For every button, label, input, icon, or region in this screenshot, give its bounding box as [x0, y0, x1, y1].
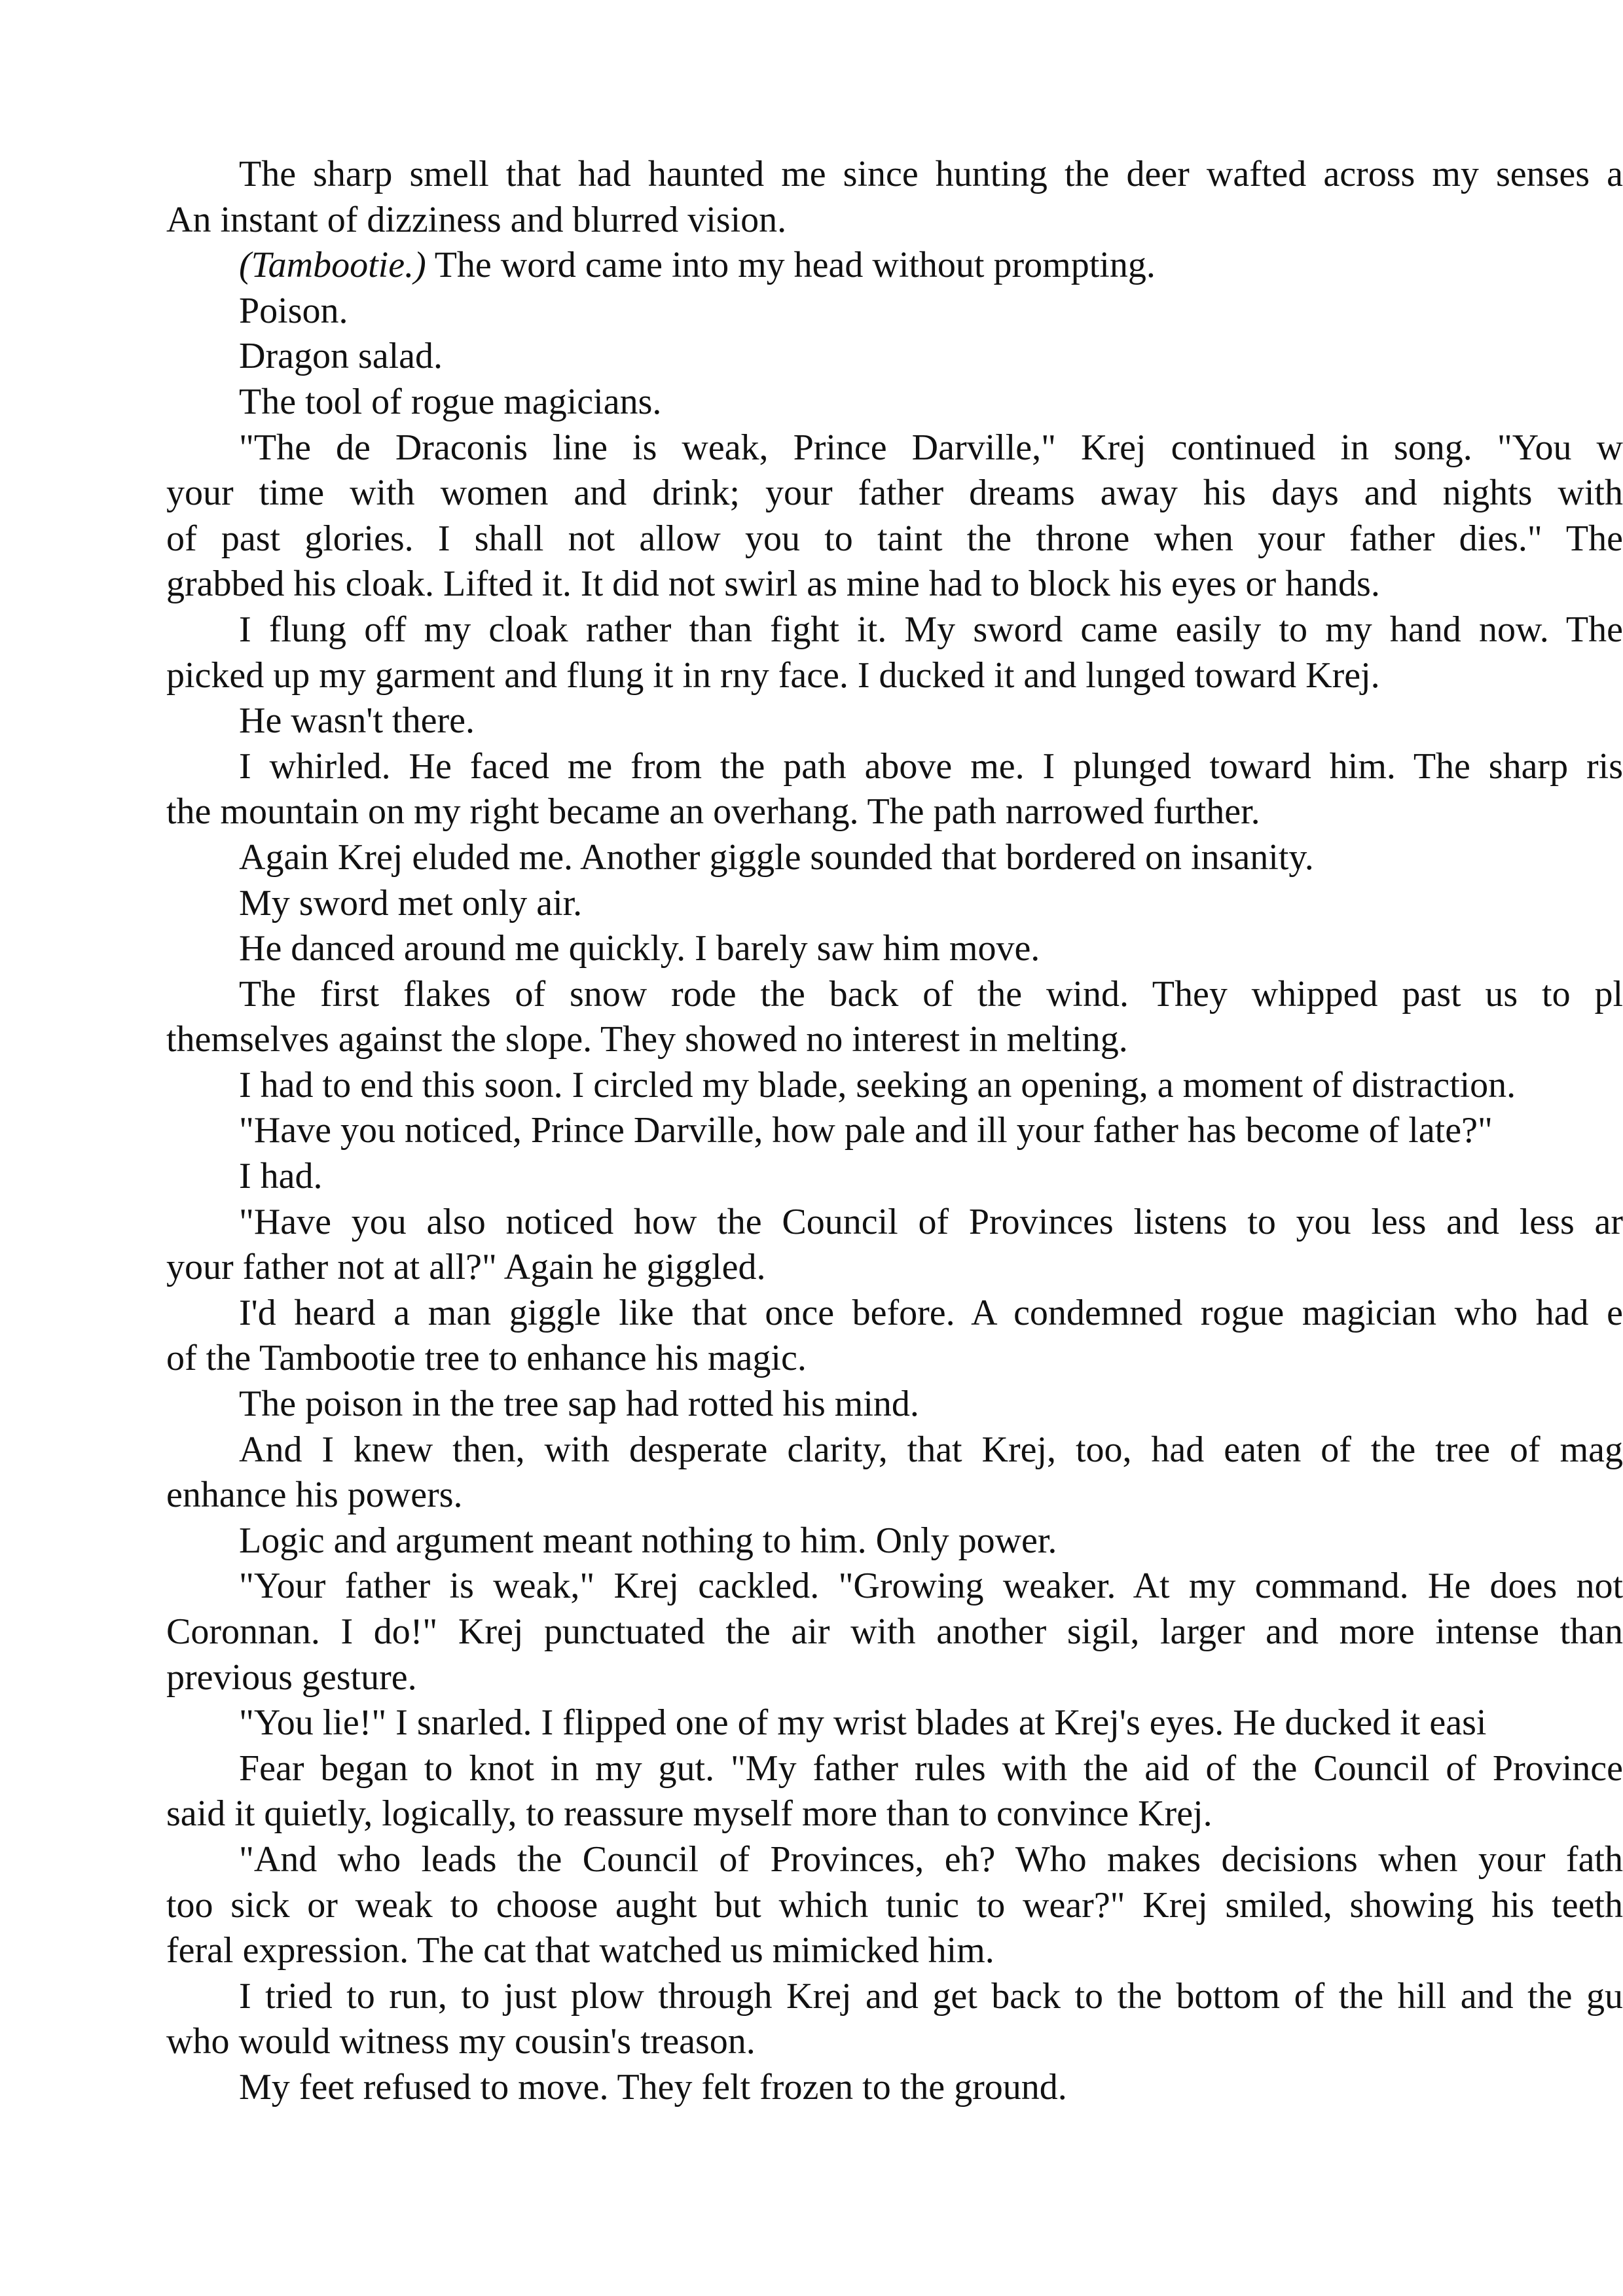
- paragraph: [166, 1154, 1623, 1200]
- paragraph: [166, 1291, 1623, 1382]
- text-line: the mountain on my right became an overhang. The path narrowed further.: [166, 791, 1260, 833]
- text-line: [166, 243, 1623, 289]
- paragraph: [166, 926, 1623, 972]
- text-line: Dragon salad.: [239, 336, 443, 377]
- paragraph: [166, 1427, 1623, 1518]
- text-line: your time with women and drink; your father dreams away his days and nights with: [166, 473, 1623, 514]
- paragraph: [166, 152, 1623, 243]
- text-line: The first flakes of snow rode the back of the wind. They whipped past us to pl: [239, 973, 1623, 1014]
- paragraph: [166, 243, 1623, 289]
- text-line: The poison in the tree sap had rotted his mind.: [239, 1384, 919, 1425]
- text-line: "You lie!" I snarled. I flipped one of my wrist blades at Krej's eyes. He ducked it easi: [239, 1702, 1487, 1744]
- text-line: I whirled. He faced me from the path above me. I plunged toward him. The sharp ris: [239, 745, 1623, 787]
- paragraph: [166, 1564, 1623, 1700]
- line-text: The word came into my head without prompting.: [426, 245, 1156, 286]
- text-line: previous gesture.: [166, 1657, 417, 1698]
- text-line: I'd heard a man giggle like that once before. A condemned rogue magician who had e: [239, 1292, 1623, 1333]
- paragraph: [166, 1382, 1623, 1427]
- paragraph: [166, 607, 1623, 698]
- text-line: grabbed his cloak. Lifted it. It did not swirl as mine had to block his eyes or hands.: [166, 564, 1380, 605]
- text-line: My sword met only air.: [239, 882, 583, 924]
- text-line: An instant of dizziness and blurred vision.: [166, 199, 787, 240]
- text-line: "Have you also noticed how the Council of Provinces listens to you less and less ar: [239, 1201, 1623, 1242]
- paragraph: [166, 1200, 1623, 1291]
- paragraph: [166, 1518, 1623, 1564]
- paragraph: [166, 1700, 1623, 1746]
- paragraph: [166, 1108, 1623, 1154]
- text-line: Fear began to knot in my gut. "My father rules with the aid of the Council of Province: [239, 1748, 1623, 1789]
- text-line: Coronnan. I do!" Krej punctuated the air with another sigil, larger and more intense than: [166, 1611, 1623, 1652]
- text-line: your father not at all?" Again he giggled.: [166, 1247, 766, 1288]
- text-line: picked up my garment and flung it in rny face. I ducked it and lunged toward Krej.: [166, 655, 1380, 696]
- text-line: I had to end this soon. I circled my blade, seeking an opening, a moment of distraction.: [239, 1064, 1516, 1105]
- paragraph: [166, 1063, 1623, 1109]
- text-line: themselves against the slope. They showed no interest in melting.: [166, 1019, 1128, 1060]
- text-line: "Have you noticed, Prince Darville, how pale and ill your father has become of late?": [239, 1110, 1493, 1151]
- text-line: He danced around me quickly. I barely saw him move.: [239, 928, 1040, 969]
- text-line: Poison.: [239, 290, 348, 331]
- text-line: The sharp smell that had haunted me since hunting the deer wafted across my senses a: [239, 154, 1623, 194]
- text-line: "The de Draconis line is weak, Prince Darville," Krej continued in song. "You w: [239, 427, 1623, 468]
- paragraph: [166, 881, 1623, 927]
- text-line: "And who leads the Council of Provinces, eh? Who makes decisions when your fath: [239, 1839, 1623, 1880]
- paragraph: [166, 289, 1623, 334]
- text-line: Again Krej eluded me. Another giggle sounded that bordered on insanity.: [239, 836, 1314, 878]
- text-line: I flung off my cloak rather than fight it. My sword came easily to my hand now. The: [239, 609, 1623, 650]
- italic-lead: (Tambootie.): [239, 245, 426, 286]
- text-line: I tried to run, to just plow through Krej and get back to the bottom of the hill and the gu: [239, 1975, 1623, 2017]
- text-line: enhance his powers.: [166, 1475, 463, 1516]
- text-line: He wasn't there.: [239, 700, 475, 742]
- text-line: Logic and argument meant nothing to him. Only power.: [239, 1520, 1057, 1561]
- paragraph: [166, 835, 1623, 881]
- text-line: feral expression. The cat that watched us mimicked him.: [166, 1930, 994, 1971]
- paragraph: [166, 1837, 1623, 1974]
- paragraph: [166, 380, 1623, 425]
- text-line: said it quietly, logically, to reassure myself more than to convince Krej.: [166, 1793, 1213, 1835]
- text-line: The tool of rogue magicians.: [239, 381, 662, 422]
- text-line: And I knew then, with desperate clarity, that Krej, too, had eaten of the tree of mag: [239, 1429, 1623, 1470]
- text-line: "Your father is weak," Krej cackled. "Growing weaker. At my command. He does not: [239, 1566, 1623, 1607]
- text-line: who would witness my cousin's treason.: [166, 2021, 756, 2062]
- text-line: too sick or weak to choose aught but which tunic to wear?" Krej smiled, showing his teeth: [166, 1884, 1623, 1926]
- paragraph: [166, 1746, 1623, 1837]
- text-line: of the Tambootie tree to enhance his magic.: [166, 1338, 807, 1379]
- paragraph: [166, 698, 1623, 744]
- paragraph: [166, 334, 1623, 380]
- paragraph: [166, 425, 1623, 607]
- body-text: [166, 152, 1623, 2111]
- paragraph: [166, 1974, 1623, 2065]
- text-line: My feet refused to move. They felt frozen to the ground.: [239, 2066, 1067, 2108]
- paragraph: [166, 2065, 1623, 2111]
- text-line: of past glories. I shall not allow you to taint the throne when your father dies." The: [166, 518, 1623, 559]
- text-line: I had.: [239, 1156, 323, 1197]
- paragraph: [166, 744, 1623, 835]
- paragraph: [166, 972, 1623, 1063]
